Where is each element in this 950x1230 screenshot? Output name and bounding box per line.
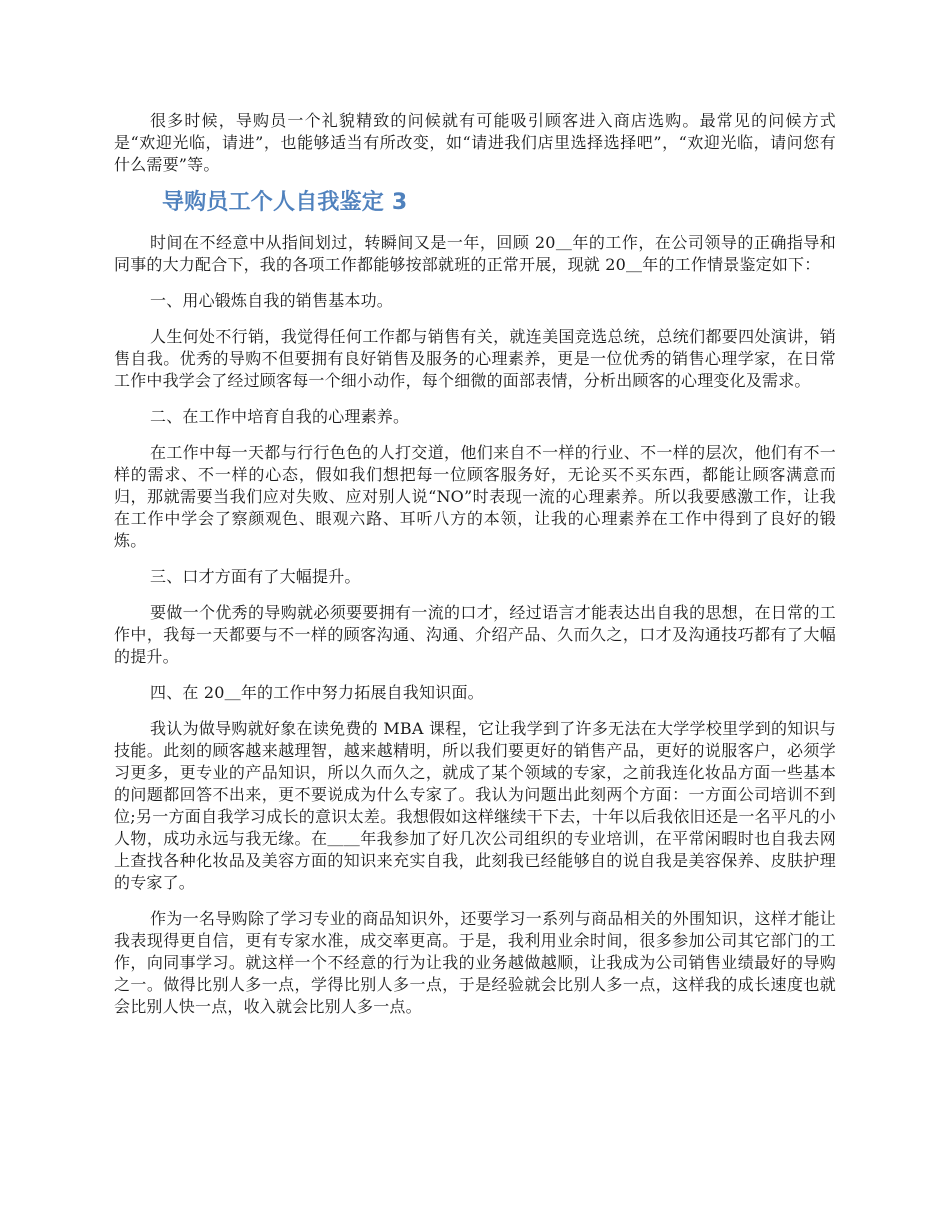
subheading-4: 四、在 20＿年的工作中努力拓展自我知识面。: [150, 683, 484, 702]
section-heading: 导购员工个人自我鉴定 3: [162, 190, 408, 215]
intro-paragraph: 很多时候，导购员一个礼貌精致的问候就有可能吸引顾客进入商店选购。最常见的问候方式是“欢迎光临，请进”，也能够适当有所改变，如“请进我们店里选择选择吧”，“欢迎光临，请问您有什么需要”等。: [114, 111, 836, 174]
document-page: [114, 110, 836, 1032]
paragraph-5: 我认为做导购就好象在读免费的 MBA 课程，它让我学到了许多无法在大学学校里学到的知识与技能。此刻的顾客越来越理智，越来越精明，所以我们要更好的销售产品，更好的说服客户，必须学习更多，更专业的产品知识，所以久而久之，就成了某个领域的专家，之前我连化妆品方面一些基本的问题都回答不出来，更不要说成为什么专家了。我认为问题出此刻两个方面：一方面公司培训不到位;另一方面自我学习成长的意识太差。我想假如这样继续干下去，十年以后我依旧还是一名平凡的小人物，成功永远与我无缘。在＿＿年我参加了好几次公司组织的专业培训，在平常闲暇时也自我去网上查找各种化妆品及美容方面的知识来充实自我，此刻我已经能够自的说自我是美容保养、皮肤护理的专家了。: [114, 719, 836, 892]
paragraph-4: 要做一个优秀的导购就必须要要拥有一流的口才，经过语言才能表达出自我的思想，在日常的工作中，我每一天都要与不一样的顾客沟通、沟通、介绍产品、久而久之，口才及沟通技巧都有了大幅的提升。: [114, 603, 836, 666]
subheading-1: 一、用心锻炼自我的销售基本功。: [150, 291, 394, 310]
paragraph-2: 人生何处不行销，我觉得任何工作都与销售有关，就连美国竞选总统，总统们都要四处演讲，销售自我。优秀的导购不但要拥有良好销售及服务的心理素养，更是一位优秀的销售心理学家，在日常工作中我学会了经过顾客每一个细小动作，每个细微的面部表情，分析出顾客的心理变化及需求。: [114, 327, 836, 390]
paragraph-1: 时间在不经意中从指间划过，转瞬间又是一年，回顾 20＿年的工作，在公司领导的正确指导和同事的大力配合下，我的各项工作都能够按部就班的正常开展，现就 20＿年的工作情景鉴定如下：: [114, 233, 836, 274]
paragraph-3: 在工作中每一天都与行行色色的人打交道，他们来自不一样的行业、不一样的层次，他们有不一样的需求、不一样的心态，假如我们想把每一位顾客服务好，无论买不买东西，都能让顾客满意而归，那就需要当我们应对失败、应对别人说“NO”时表现一流的心理素养。所以我要感激工作，让我在工作中学会了察颜观色、眼观六路、耳听八方的本领，让我的心理素养在工作中得到了良好的锻炼。: [114, 443, 836, 550]
subheading-2: 二、在工作中培育自我的心理素养。: [150, 407, 410, 426]
subheading-3: 三、口才方面有了大幅提升。: [150, 567, 361, 586]
paragraph-6: 作为一名导购除了学习专业的商品知识外，还要学习一系列与商品相关的外围知识，这样才能让我表现得更自信，更有专家水准，成交率更高。于是，我利用业余时间，很多参加公司其它部门的工作，向同事学习。就这样一个不经意的行为让我的业务越做越顺，让我成为公司销售业绩最好的导购之一。做得比别人多一点，学得比别人多一点，于是经验就会比别人多一点，这样我的成长速度也就会比别人快一点，收入就会比别人多一点。: [114, 909, 836, 1016]
